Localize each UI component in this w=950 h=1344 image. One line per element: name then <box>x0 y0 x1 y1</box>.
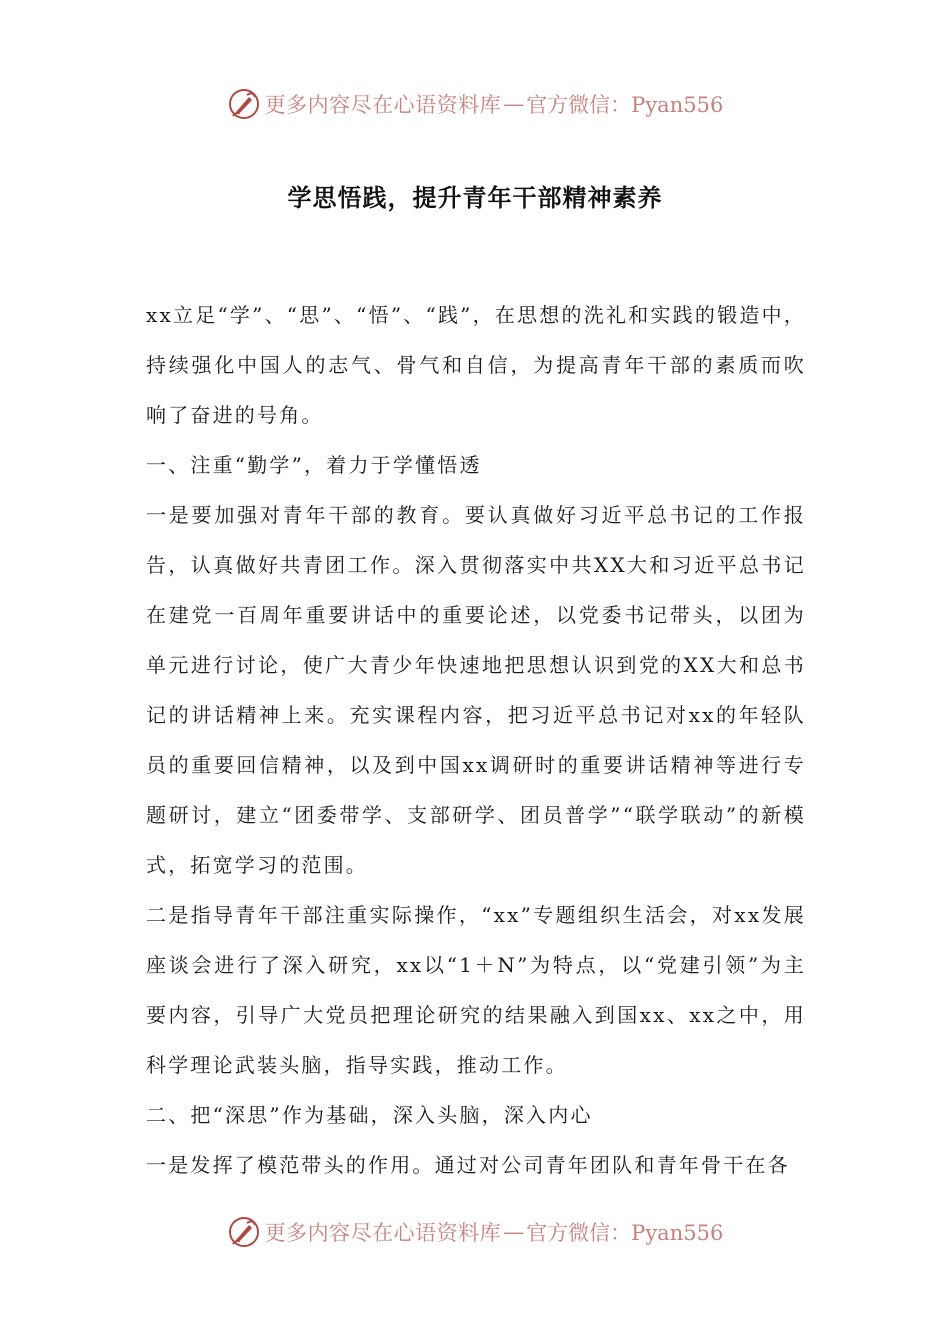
pen-logo-icon <box>227 87 261 121</box>
paragraph-1-2: 二是指导青年干部注重实际操作，“xx”专题组织生活会，对xx发展座谈会进行了深入研究，xx以“1＋N”为特点，以“党建引领”为主要内容，引导广大党员把理论研究的结果融入到国xx、xx之中，用科学理论武装头脑，指导实践，推动工作。 <box>146 903 806 1077</box>
banner-wechat: 官方微信：Pyan556 <box>526 1221 724 1245</box>
banner-dash: — <box>503 1220 525 1244</box>
banner-dash: — <box>503 92 525 116</box>
footer-banner <box>0 1210 950 1254</box>
document-body <box>146 290 806 1190</box>
banner-text: 更多内容尽在心语资料库 <box>264 1221 502 1245</box>
header-banner <box>0 82 950 126</box>
banner-text: 更多内容尽在心语资料库 <box>264 93 502 117</box>
paragraph-intro: xx立足“学”、“思”、“悟”、“践”，在思想的洗礼和实践的锻造中，持续强化中国人的志气、骨气和自信，为提高青年干部的素质而吹响了奋进的号角。 <box>146 303 806 427</box>
paragraph-1-1: 一是要加强对青年干部的教育。要认真做好习近平总书记的工作报告，认真做好共青团工作。深入贯彻落实中共XX大和习近平总书记在建党一百周年重要讲话中的重要论述，以党委书记带头，以团为单元进行讨论，使广大青少年快速地把思想认识到党的XX大和总书记的讲话精神上来。充实课程内容，把习近平总书记对xx的年轻队员的重要回信精神，以及到中国xx调研时的重要讲话精神等进行专题研讨，建立“团委带学、支部研学、团员普学”“联学联动”的新模式，拓宽学习的范围。 <box>146 503 806 877</box>
section-heading-1: 一、注重“勤学”，着力于学懂悟透 <box>146 453 482 477</box>
paragraph-2-1: 一是发挥了模范带头的作用。通过对公司青年团队和青年骨干在各 <box>146 1153 790 1177</box>
section-heading-2: 二、把“深思”作为基础，深入头脑，深入内心 <box>146 1103 593 1127</box>
pen-logo-icon <box>227 1215 261 1249</box>
document-title: 学思悟践，提升青年干部精神素养 <box>287 183 663 212</box>
banner-wechat: 官方微信：Pyan556 <box>526 93 724 117</box>
